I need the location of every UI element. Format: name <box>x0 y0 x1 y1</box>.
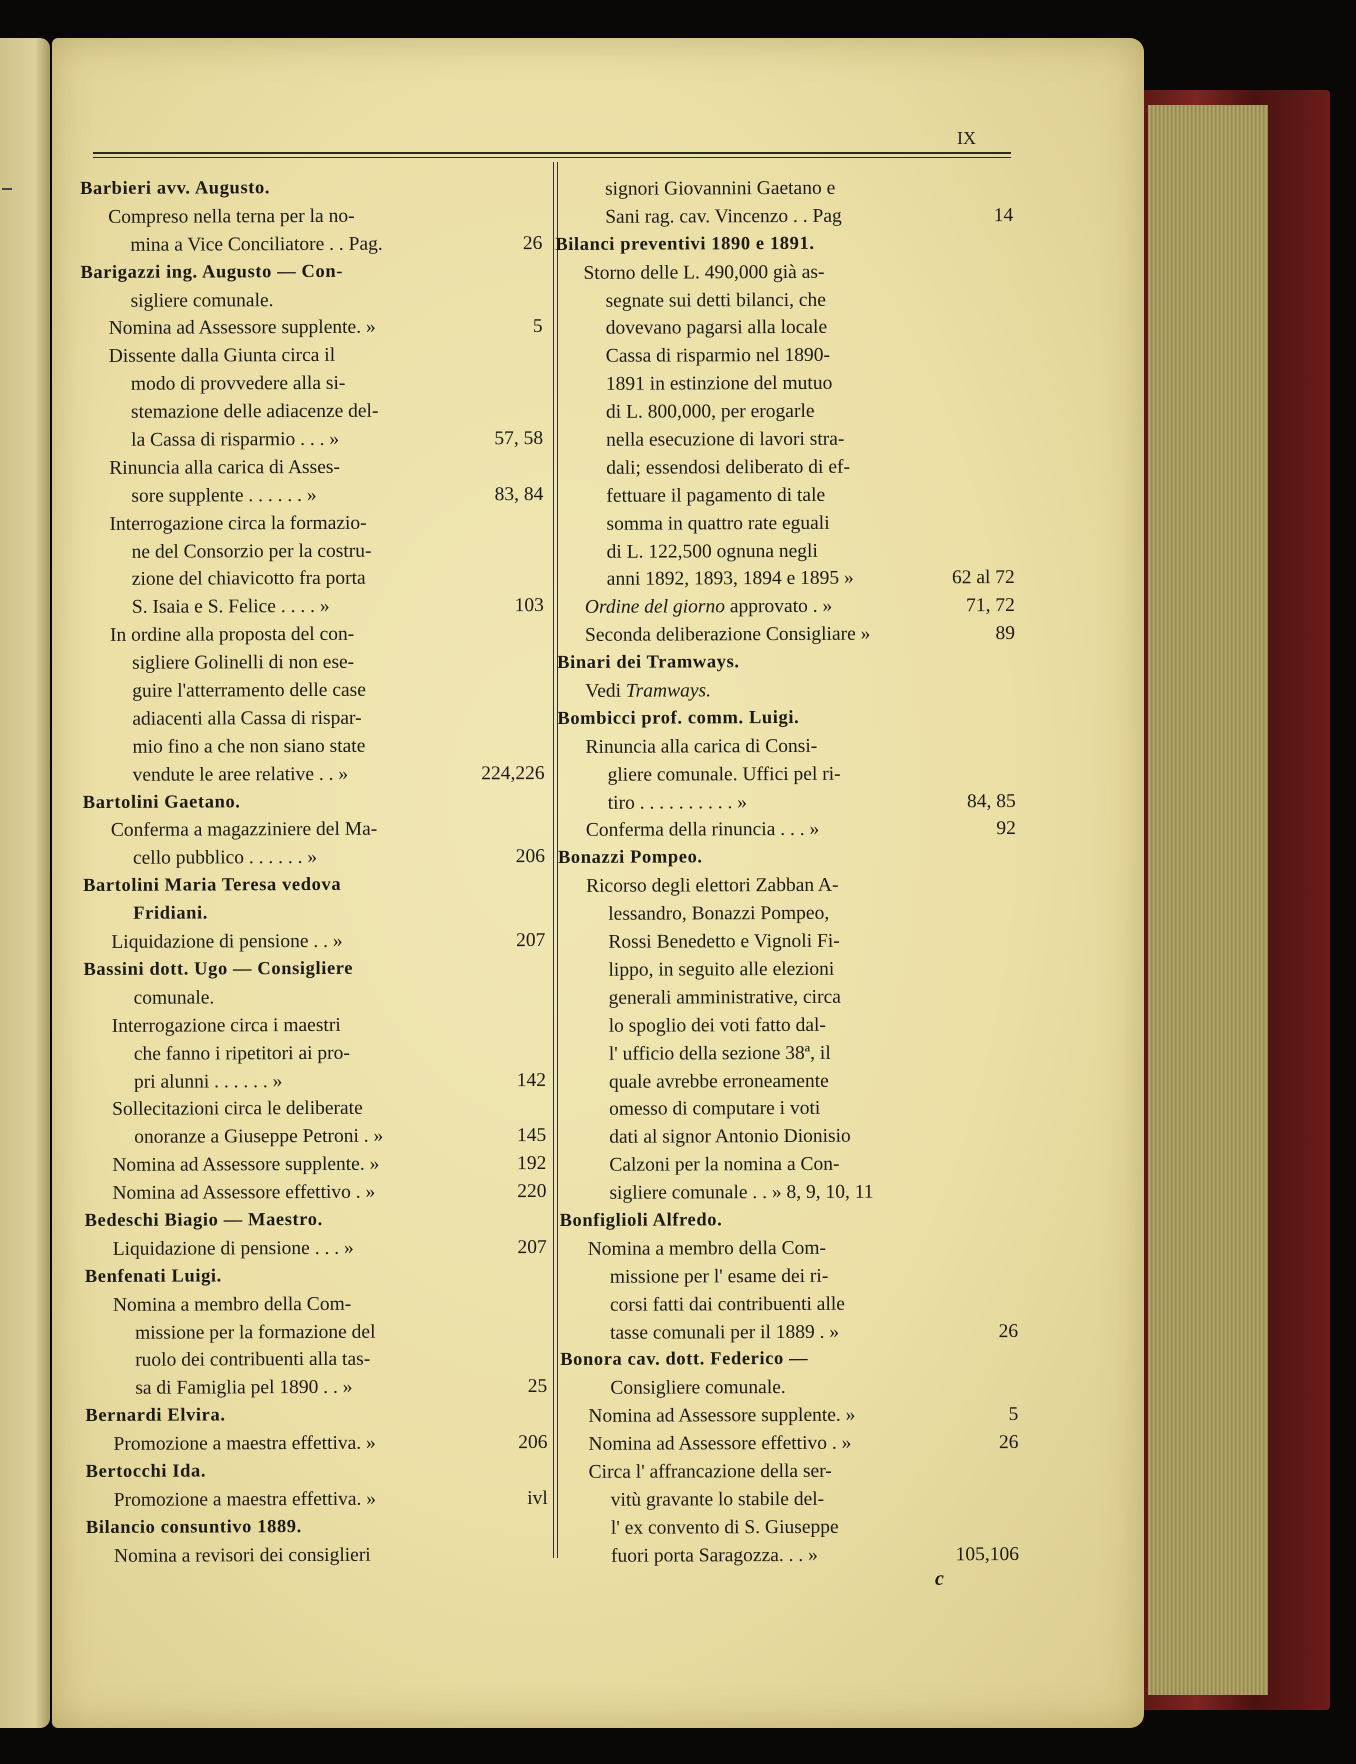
page-reference: 192 <box>517 1153 547 1175</box>
entry-text: S. Isaia e S. Felice . . . . » <box>131 596 330 619</box>
index-entry-line <box>558 927 1016 957</box>
entry-text: missione per l' esame dei ri- <box>609 1265 829 1288</box>
page-reference: 83, 84 <box>494 483 544 505</box>
index-entry-line <box>556 397 1014 427</box>
entry-text: generali amministrative, circa <box>608 986 841 1009</box>
entry-text: Bernardi Elvira. <box>85 1405 226 1427</box>
entry-text: Circa l' affrancazione della ser- <box>588 1460 832 1483</box>
page-reference: 207 <box>516 930 546 952</box>
index-entry-line <box>558 955 1016 985</box>
index-entry-line <box>82 564 544 594</box>
index-entry-line <box>86 1541 548 1571</box>
index-entry-line <box>84 1011 546 1041</box>
entry-text: somma in quattro rate eguali <box>606 512 830 535</box>
index-heading <box>83 899 545 929</box>
entry-text: Rossi Benedetto e Vignoli Fi- <box>608 930 840 953</box>
page-reference: 26 <box>522 232 543 254</box>
entry-text: modo di provvedere alla si- <box>130 373 346 396</box>
entry-text: Nomina a revisori dei consiglieri <box>113 1544 371 1567</box>
entry-text: gliere comunale. Uffici pel ri- <box>607 763 841 786</box>
entry-text: tiro . . . . . . . . . . » <box>607 791 747 814</box>
entry-text: Benfenati Luigi. <box>84 1266 222 1287</box>
entry-text: lippo, in seguito alle elezioni <box>608 958 835 981</box>
entry-text: zione del chiavicotto fra porta <box>131 568 366 591</box>
page-reference: 25 <box>527 1376 548 1398</box>
index-entry-line <box>557 592 1015 622</box>
page-reference: ivl <box>527 1487 548 1509</box>
page-reference: 207 <box>517 1236 547 1258</box>
entry-text: In ordine alla proposta del con- <box>109 624 355 647</box>
index-entry-line <box>556 313 1014 343</box>
index-entry-line <box>559 1122 1017 1152</box>
entry-text: Bartolini Maria Teresa vedova <box>83 875 342 897</box>
index-entry-line <box>557 620 1015 650</box>
index-entry-line <box>84 1066 546 1096</box>
index-entry-line <box>557 564 1015 594</box>
index-entry-line <box>561 1541 1019 1571</box>
entry-text: dali; essendosi deliberato di ef- <box>606 456 851 479</box>
page-reference: 84, 85 <box>966 790 1016 812</box>
index-entry-line <box>561 1457 1019 1487</box>
index-heading <box>85 1401 547 1431</box>
entry-text: vitù gravante lo stabile del- <box>610 1488 825 1511</box>
entry-text: vendute le aree relative . . » <box>132 763 349 786</box>
index-heading <box>560 1345 1018 1375</box>
index-entry-line <box>84 1178 546 1208</box>
entry-text: Nomina ad Assessore effettivo . » <box>588 1432 852 1455</box>
entry-text: ruolo dei contribuenti alla tas- <box>135 1349 371 1372</box>
entry-text: guire l'atterramento delle case <box>132 679 366 702</box>
index-entry-line <box>556 509 1014 539</box>
index-entry-line <box>560 1429 1018 1459</box>
index-heading <box>555 230 1013 260</box>
index-entry-line <box>560 1318 1018 1348</box>
index-entry-line <box>82 732 544 762</box>
entry-text: 1891 in estinzione del mutuo <box>605 373 833 396</box>
index-entry-line <box>561 1485 1019 1515</box>
page-reference: 57, 58 <box>494 427 544 450</box>
entry-text: ne del Consorzio per la costru- <box>131 540 372 563</box>
index-entry-line <box>555 202 1013 232</box>
page-reference: 105,106 <box>955 1543 1020 1565</box>
index-entry-line <box>560 1373 1018 1403</box>
index-heading <box>83 788 545 818</box>
index-entry-line <box>80 202 542 232</box>
page-reference: 224,226 <box>481 762 545 784</box>
index-entry-line <box>80 286 542 316</box>
index-entry-line <box>85 1345 547 1375</box>
entry-text: segnate sui detti bilanci, che <box>605 289 826 312</box>
index-heading <box>83 955 545 985</box>
index-heading <box>557 704 1015 734</box>
entry-text: sigliere comunale . . » 8, 9, 10, 11 <box>609 1181 874 1204</box>
entry-text: fettuare il pagamento di tale <box>606 484 826 507</box>
index-entry-line <box>82 704 544 734</box>
index-entry-line <box>82 537 544 567</box>
entry-text: Fridiani. <box>133 903 209 924</box>
index-heading <box>557 648 1015 678</box>
entry-text: adiacenti alla Cassa di rispar- <box>132 707 362 730</box>
index-heading <box>86 1513 548 1543</box>
index-entry-line <box>81 397 543 427</box>
index-entry-line <box>85 1290 547 1320</box>
entry-text: Nomina ad Assessore supplente. » <box>588 1404 856 1428</box>
entry-text: Storno delle L. 490,000 già as- <box>583 261 825 284</box>
entry-text: Bilanci preventivi 1890 e 1891. <box>555 233 815 255</box>
entry-text: la Cassa di risparmio . . . » <box>131 428 340 451</box>
index-entry-line <box>82 620 544 650</box>
italic-text: Ordine del giorno <box>584 596 726 619</box>
entry-text: Binari dei Tramways. <box>557 652 740 674</box>
entry-text: Interrogazione circa la formazio- <box>109 512 367 535</box>
entry-text: Nomina ad Assessore effettivo . » <box>112 1181 376 1204</box>
entry-text: mina a Vice Conciliatore . . Pag. <box>130 233 383 256</box>
index-entry-line <box>556 481 1014 511</box>
entry-text: Consigliere comunale. <box>610 1377 786 1400</box>
entry-text: signori Giovannini Gaetano e <box>605 177 836 200</box>
entry-text: Nomina a membro della Com- <box>587 1237 827 1260</box>
index-entry-line <box>558 871 1016 901</box>
header-rule-thick <box>93 152 1011 154</box>
entry-text: pri alunni . . . . . . » <box>133 1070 283 1093</box>
entry-text: stemazione delle adiacenze del- <box>130 400 379 423</box>
entry-text: onoranze a Giuseppe Petroni . » <box>134 1125 384 1149</box>
entry-text: nella esecuzione di lavori stra- <box>606 428 845 451</box>
index-entry-line <box>81 425 543 455</box>
index-heading <box>558 843 1016 873</box>
index-entry-line <box>559 983 1017 1013</box>
page-reference: 5 <box>532 316 543 338</box>
page-folio: IX <box>957 128 976 148</box>
entry-text: Seconda deliberazione Consigliare » <box>584 623 871 647</box>
index-entry-line <box>84 1150 546 1180</box>
index-entry-line <box>81 369 543 399</box>
entry-text: lessandro, Bonazzi Pompeo, <box>608 902 830 925</box>
entry-text: Barbieri avv. Augusto. <box>80 178 271 199</box>
entry-text: l' ex convento di S. Giuseppe <box>610 1516 839 1539</box>
index-entry-line <box>558 815 1016 845</box>
entry-text: comunale. <box>133 987 215 1009</box>
entry-text: Bonora cav. dott. Federico — <box>560 1349 809 1371</box>
index-entry-line <box>557 732 1015 762</box>
index-entry-line <box>83 815 545 845</box>
entry-text: dovevano pagarsi alla locale <box>605 317 828 340</box>
entry-text: Ricorso degli elettori Zabban A- <box>586 875 839 898</box>
entry-text: lo spoglio dei voti fatto dal- <box>608 1014 826 1037</box>
index-entry-line <box>560 1234 1018 1264</box>
index-entry-line <box>556 341 1014 371</box>
index-entry-line <box>560 1290 1018 1320</box>
entry-text: anni 1892, 1893, 1894 e 1895 » <box>606 568 854 591</box>
page-reference: 14 <box>993 204 1014 226</box>
italic-text: Tramways. <box>625 680 711 702</box>
entry-text: Interrogazione circa i maestri <box>111 1014 341 1037</box>
entry-text: sigliere comunale. <box>130 289 274 312</box>
page-reference: 206 <box>515 846 546 868</box>
entry-text: l' ufficio della sezione 38ª, il <box>608 1042 831 1065</box>
entry-text: quale avrebbe erroneamente <box>608 1070 829 1093</box>
index-entry-line <box>556 369 1014 399</box>
index-entry-line <box>84 983 546 1013</box>
index-heading <box>85 1206 547 1236</box>
index-entry-line <box>85 1429 547 1459</box>
index-heading <box>85 1262 547 1292</box>
index-heading <box>80 258 542 288</box>
page-reference: 62 al 72 <box>951 567 1015 589</box>
index-entry-line <box>82 676 544 706</box>
facing-page-mark <box>2 188 12 190</box>
page-reference: 206 <box>518 1432 548 1454</box>
index-entry-line <box>82 592 544 622</box>
column-divider-left <box>553 162 554 1558</box>
entry-text: Bilancio consuntivo 1889. <box>85 1516 302 1538</box>
index-entry-line <box>560 1262 1018 1292</box>
index-entry-line <box>558 788 1016 818</box>
entry-text: omesso di computare i voti <box>609 1098 821 1121</box>
index-heading <box>86 1457 548 1487</box>
entry-text: Promozione a maestra effettiva. » <box>113 1488 377 1511</box>
index-entry-line <box>559 1039 1017 1069</box>
index-entry-line <box>557 537 1015 567</box>
index-entry-line <box>558 899 1016 929</box>
entry-text: sa di Famiglia pel 1890 . . » <box>135 1377 353 1400</box>
entry-text: Sollecitazioni circa le deliberate <box>112 1098 363 1121</box>
index-entry-line <box>85 1234 547 1264</box>
page-reference: 89 <box>995 623 1016 645</box>
entry-text: Bartolini Gaetano. <box>82 791 241 813</box>
index-entry-line <box>557 676 1015 706</box>
index-entry-line <box>85 1317 547 1347</box>
index-entry-line <box>83 760 545 790</box>
entry-text: Cassa di risparmio nel 1890- <box>605 345 831 368</box>
index-entry-line <box>81 453 543 483</box>
index-column-right <box>555 174 1019 1571</box>
entry-text: sigliere Golinelli di non ese- <box>132 651 355 674</box>
entry-text: che fanno i ripetitori ai pro- <box>133 1042 350 1065</box>
entry-text: Bonfiglioli Alfredo. <box>559 1210 723 1231</box>
page-reference: 142 <box>516 1069 546 1091</box>
entry-text: Bonazzi Pompeo. <box>557 847 703 869</box>
entry-text: Nomina ad Assessore supplente. » <box>108 317 376 340</box>
facing-page-edge <box>0 38 50 1728</box>
entry-text: Nomina ad Assessore supplente. » <box>112 1153 380 1177</box>
entry-text: Calzoni per la nomina a Con- <box>609 1153 840 1176</box>
index-heading <box>560 1206 1018 1236</box>
index-entry-line <box>559 1150 1017 1180</box>
entry-text: Barigazzi ing. Augusto — Con- <box>80 261 344 283</box>
index-entry-line <box>555 258 1013 288</box>
entry-text: cello pubblico . . . . . . » <box>132 847 318 870</box>
entry-text: di L. 800,000, per erogarle <box>605 400 815 423</box>
entry-text: Nomina a membro della Com- <box>112 1293 352 1316</box>
entry-text: sore supplente . . . . . . » <box>131 484 317 507</box>
index-entry-line <box>84 1122 546 1152</box>
page-reference: 5 <box>1008 1404 1019 1426</box>
entry-text: Rinuncia alla carica di Asses- <box>109 456 340 479</box>
index-entry-line <box>83 927 545 957</box>
entry-text: Conferma della rinuncia . . . » <box>585 819 820 842</box>
page-reference: 26 <box>998 1320 1019 1342</box>
index-entry-line <box>84 1094 546 1124</box>
entry-text: Bombicci prof. comm. Luigi. <box>557 707 800 729</box>
index-entry-line <box>81 341 543 371</box>
entry-text: Conferma a magazziniere del Ma- <box>110 819 378 842</box>
entry-text: Liquidazione di pensione . . » <box>111 930 343 953</box>
entry-text: Bertocchi Ida. <box>85 1461 207 1482</box>
page-reference: 26 <box>998 1432 1019 1454</box>
index-entry-line <box>559 1011 1017 1041</box>
entry-text: missione per la formazione del <box>135 1321 376 1344</box>
entry-text: dati al signor Antonio Dionisio <box>609 1125 851 1149</box>
page-reference: 220 <box>517 1181 547 1203</box>
index-entry-line <box>559 1066 1017 1096</box>
page-reference: 103 <box>514 595 544 617</box>
index-entry-line <box>84 1039 546 1069</box>
book-page-block <box>1148 105 1268 1695</box>
index-entry-line <box>560 1401 1018 1431</box>
index-entry-line <box>561 1513 1019 1543</box>
index-entry-line <box>555 286 1013 316</box>
entry-text: Bassini dott. Ugo — Consigliere <box>83 958 354 980</box>
index-entry-line <box>81 313 543 343</box>
index-entry-line <box>556 425 1014 455</box>
entry-text: Rinuncia alla carica di Consi- <box>585 735 818 758</box>
index-entry-line <box>81 509 543 539</box>
entry-text: approvato . » <box>729 596 833 618</box>
entry-text: fuori porta Saragozza. . . » <box>610 1544 818 1567</box>
entry-text: corsi fatti dai contribuenti alle <box>609 1293 845 1316</box>
entry-text: Vedi <box>585 680 622 702</box>
page-reference: 145 <box>516 1125 547 1147</box>
index-entry-line <box>559 1094 1017 1124</box>
entry-text: tasse comunali per il 1889 . » <box>610 1321 840 1344</box>
index-entry-line <box>82 648 544 678</box>
index-entry-line <box>556 453 1014 483</box>
entry-text: Promozione a maestra effettiva. » <box>113 1432 376 1455</box>
header-rule-thin <box>93 157 1011 158</box>
page-reference: 92 <box>996 818 1016 840</box>
entry-text: Compreso nella terna per la no- <box>108 205 355 228</box>
entry-text: Dissente dalla Giunta circa il <box>108 345 336 368</box>
index-entry-line <box>558 760 1016 790</box>
index-heading <box>83 871 545 901</box>
entry-text: Sani rag. cav. Vincenzo . . Pag <box>605 205 842 228</box>
page-reference: 71, 72 <box>966 595 1015 617</box>
index-entry-line <box>555 174 1013 204</box>
index-entry-line <box>80 230 542 260</box>
index-heading <box>80 174 542 204</box>
index-entry-line <box>83 843 545 873</box>
printer-signature-mark: c <box>935 1568 944 1590</box>
index-entry-line <box>86 1485 548 1515</box>
entry-text: di L. 122,500 ognuna negli <box>606 540 818 563</box>
index-entry-line <box>85 1373 547 1403</box>
index-entry-line <box>559 1178 1017 1208</box>
index-entry-line <box>81 481 543 511</box>
index-column-left <box>80 174 548 1571</box>
entry-text: mio fino a che non siano state <box>132 735 366 758</box>
entry-text: Liquidazione di pensione . . . » <box>112 1237 354 1260</box>
entry-text: Bedeschi Biagio — Maestro. <box>84 1209 323 1231</box>
